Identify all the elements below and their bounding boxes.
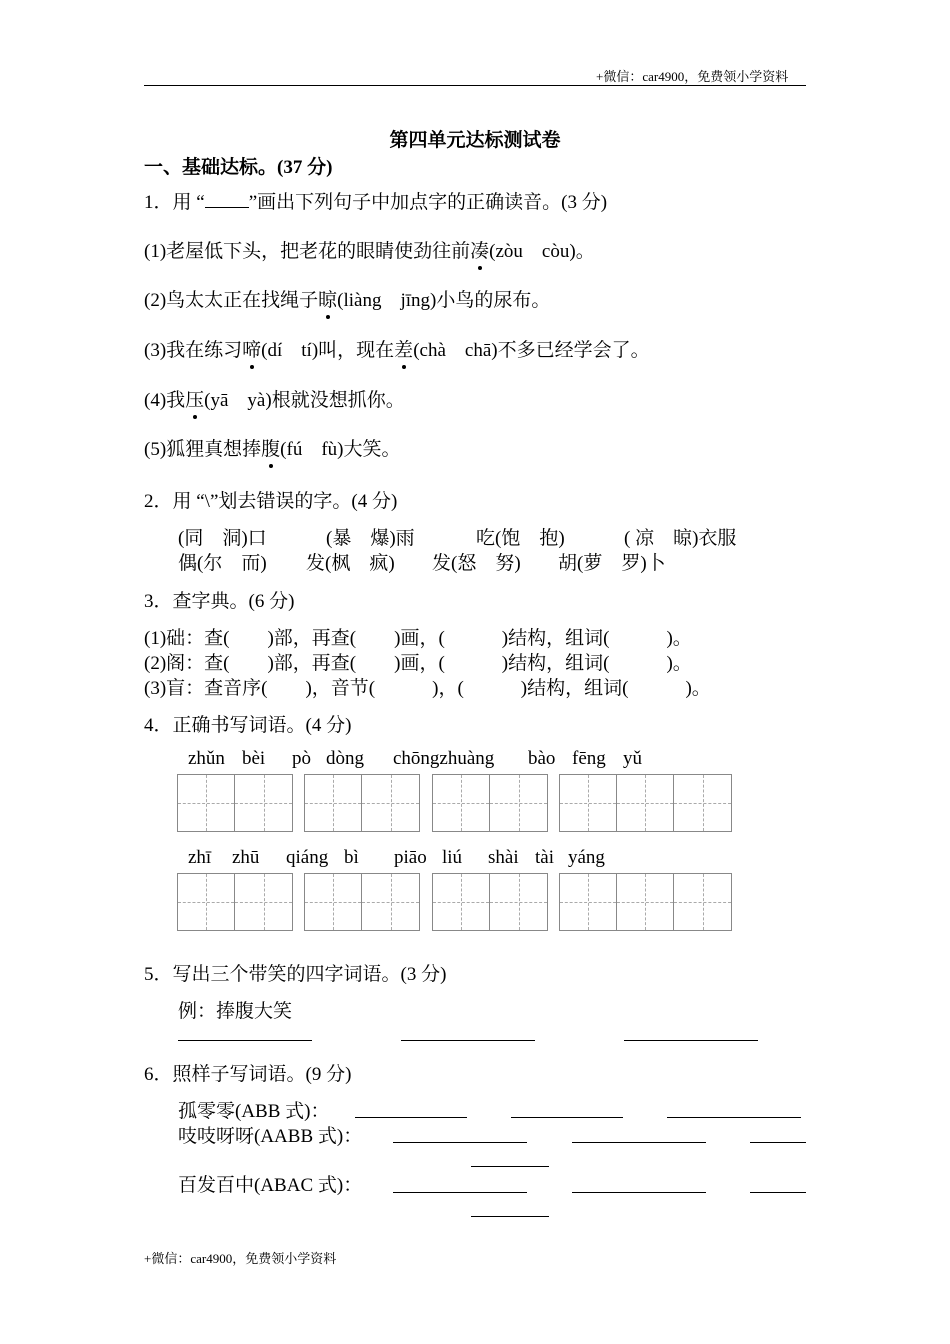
- answer-line[interactable]: [750, 1142, 806, 1143]
- dotted-char: 晾: [318, 285, 337, 312]
- answer-line[interactable]: [401, 1040, 535, 1041]
- pinyin: shài: [488, 847, 519, 868]
- question-1-item-2: [144, 285, 550, 312]
- dotted-char: 啼: [242, 335, 261, 362]
- question-1-stem: [144, 187, 607, 214]
- writing-grid[interactable]: [177, 873, 293, 931]
- writing-grid[interactable]: [304, 873, 420, 931]
- pinyin: liú: [442, 847, 463, 868]
- answer-line[interactable]: [178, 1040, 312, 1041]
- item-text: (2)鸟太太正在找绳子: [144, 290, 319, 311]
- item-options: (dí tí)叫，现在: [261, 340, 395, 361]
- question-6-stem: 6．照样子写词语。(9 分): [144, 1064, 352, 1085]
- item-options: (liàng jīng)小鸟的尿布。: [337, 290, 551, 311]
- pinyin: zhī: [188, 847, 212, 868]
- writing-grid[interactable]: [559, 774, 732, 832]
- q6-pattern-aabb: 吱吱呀呀(AABB 式)：: [178, 1126, 363, 1147]
- item-text: (3)我在练习: [144, 340, 243, 361]
- pinyin: bì: [344, 847, 359, 868]
- q2-choice: ( 凉 晾)衣服: [624, 528, 737, 549]
- answer-line[interactable]: [471, 1166, 549, 1167]
- dotted-char: 凑: [470, 236, 489, 263]
- pinyin: qiáng: [286, 847, 329, 868]
- question-3-stem: 3．查字典。(6 分): [144, 591, 295, 612]
- answer-line[interactable]: [355, 1117, 467, 1118]
- question-5-stem: 5．写出三个带笑的四字词语。(3 分): [144, 964, 447, 985]
- q5-example: 例：捧腹大笑: [178, 1001, 293, 1022]
- pinyin: zhǔn: [188, 748, 225, 769]
- writing-grid[interactable]: [559, 873, 732, 931]
- item-text: (5)狐狸真想捧: [144, 439, 262, 460]
- writing-grid[interactable]: [432, 774, 548, 832]
- answer-line[interactable]: [624, 1040, 758, 1041]
- page-title: 第四单元达标测试卷: [389, 130, 561, 151]
- pinyin: pò: [292, 748, 311, 769]
- question-1-item-5: [144, 434, 400, 461]
- answer-line[interactable]: [471, 1216, 549, 1217]
- pinyin: piāo: [394, 847, 427, 868]
- question-2-stem: 2．用 “\”划去错误的字。(4 分): [144, 491, 398, 512]
- q3-line: (2)阁：查( )部，再查( )画，( )结构，组词( )。: [144, 653, 692, 674]
- footer-note: +微信：car4900，免费领小学资料: [144, 1251, 337, 1266]
- question-1-item-3: [144, 335, 650, 362]
- q2-choice: (同 洞)口: [178, 528, 267, 549]
- answer-line[interactable]: [572, 1192, 706, 1193]
- answer-line[interactable]: [393, 1192, 527, 1193]
- item-text: (1)老屋低下头，把老花的眼睛使劲往前: [144, 241, 471, 262]
- pinyin: zhū: [232, 847, 260, 868]
- answer-line[interactable]: [511, 1117, 623, 1118]
- item-options: (zòu còu)。: [489, 241, 595, 262]
- q3-line: (3)盲：查音序( )，音节( )，( )结构，组词( )。: [144, 678, 711, 699]
- pinyin: tài: [535, 847, 554, 868]
- item-text: (4)我: [144, 390, 186, 411]
- item-options: (fú fù)大笑。: [280, 439, 401, 460]
- q2-choice: 胡(萝 罗)卜: [558, 553, 666, 574]
- q6-pattern-abac: 百发百中(ABAC 式)：: [178, 1175, 363, 1196]
- header-note: +微信：car4900，免费领小学资料: [596, 69, 789, 84]
- section-heading: 一、基础达标。(37 分): [144, 157, 333, 178]
- writing-grid[interactable]: [177, 774, 293, 832]
- q3-line: (1)础：查( )部，再查( )画，( )结构，组词( )。: [144, 628, 692, 649]
- answer-line[interactable]: [572, 1142, 706, 1143]
- q2-choice: (暴 爆)雨: [326, 528, 415, 549]
- question-1-stem-end: ”画出下列句子中加点字的正确读音。(3 分): [248, 192, 608, 213]
- pinyin: bào: [528, 748, 556, 769]
- underline-sample: [205, 189, 249, 208]
- pinyin: yǔ: [623, 748, 642, 769]
- item-options: (yā yà)根就没想抓你。: [204, 390, 405, 411]
- pinyin: chōngzhuàng: [393, 748, 495, 769]
- answer-line[interactable]: [667, 1117, 801, 1118]
- pinyin: yáng: [568, 847, 605, 868]
- question-1-item-4: [144, 385, 405, 412]
- q2-choice: 发(枫 疯): [306, 553, 395, 574]
- writing-grid[interactable]: [432, 873, 548, 931]
- pinyin: fēng: [572, 748, 606, 769]
- header-rule: [144, 85, 806, 86]
- question-1-stem-start: 1．用 “: [144, 192, 205, 213]
- item-options: (chà chā)不多已经学会了。: [413, 340, 650, 361]
- q2-choice: 发(怒 努): [432, 553, 521, 574]
- answer-line[interactable]: [750, 1192, 806, 1193]
- q2-choice: 吃(饱 抱): [476, 528, 565, 549]
- dotted-char: 压: [185, 385, 204, 412]
- question-4-stem: 4．正确书写词语。(4 分): [144, 715, 352, 736]
- writing-grid[interactable]: [304, 774, 420, 832]
- dotted-char: 差: [394, 335, 413, 362]
- answer-line[interactable]: [393, 1142, 527, 1143]
- q6-pattern-abb: 孤零零(ABB 式)：: [178, 1101, 330, 1122]
- pinyin: dòng: [326, 748, 364, 769]
- question-1-item-1: [144, 236, 595, 263]
- q2-choice: 偶(尔 而): [178, 553, 267, 574]
- dotted-char: 腹: [261, 434, 280, 461]
- pinyin: bèi: [242, 748, 266, 769]
